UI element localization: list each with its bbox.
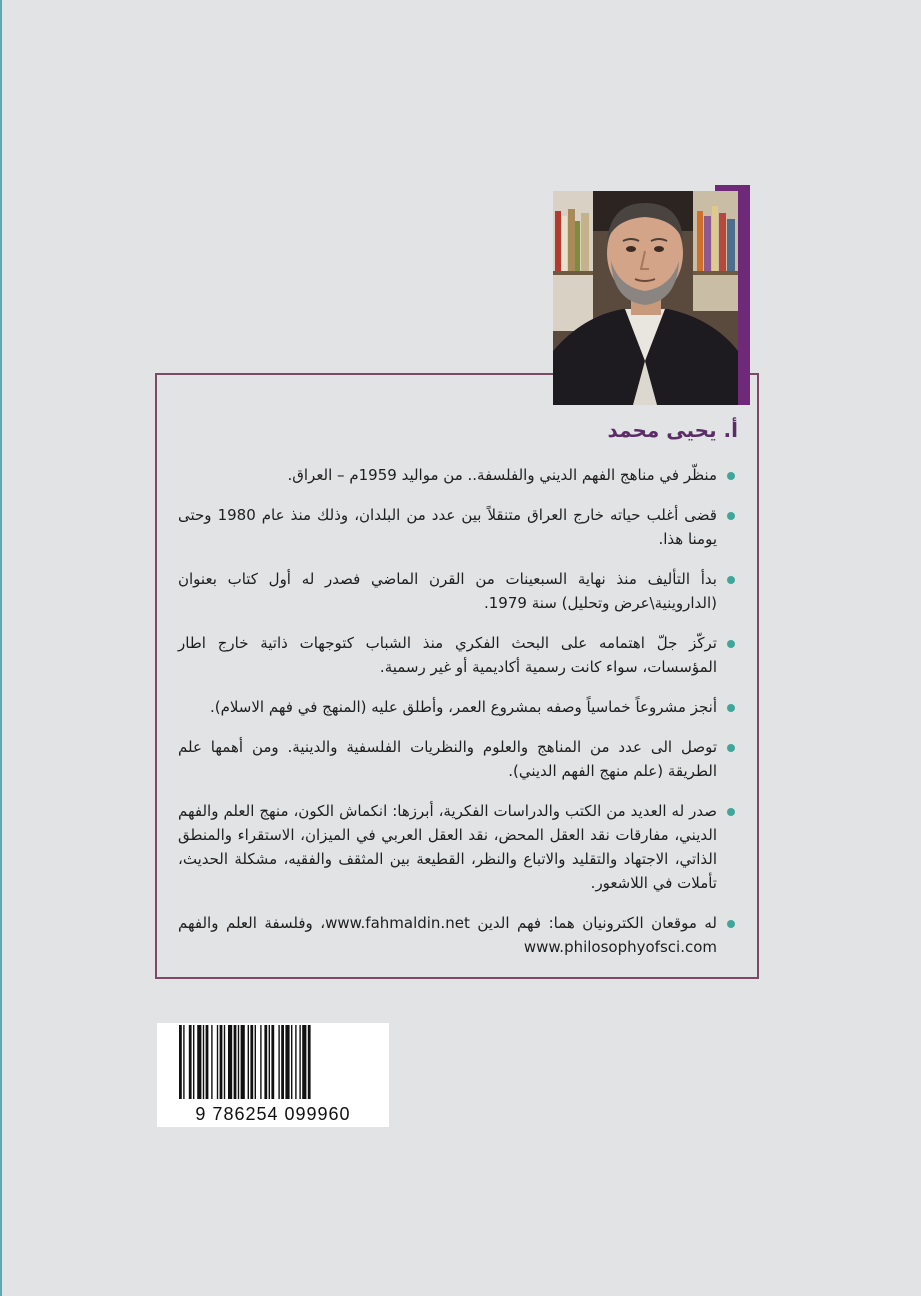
barcode-bar [285,1025,289,1099]
barcode-bar [206,1025,209,1099]
barcode-bar [241,1025,245,1099]
barcode-bar [269,1025,270,1099]
bio-text: منظّر في مناهج الفهم الديني والفلسفة.. من مواليد 1959م – العراق. [287,466,717,484]
barcode-bar [264,1025,267,1099]
barcode-bar [220,1025,223,1099]
bio-text: له موقعان الكترونيان هما: فهم الدين www.fahmaldin.net، وفلسفة العلم والفهم www.philosophyofsci.com [178,914,717,956]
bio-item [178,567,735,615]
barcode-bar [308,1025,311,1099]
barcode-bar [255,1025,256,1099]
barcode-bar [193,1025,194,1099]
barcode-bar [295,1025,296,1099]
barcode-bar [234,1025,237,1099]
barcode-bar [291,1025,292,1099]
bullet-icon [727,576,735,584]
bullet-icon [727,512,735,520]
author-name: أ. يحيى محمد [607,418,738,442]
bio-item [178,799,735,895]
author-portrait-icon [553,191,738,405]
bio-item [178,735,735,783]
bio-text: أنجز مشروعاً خماسياً وصفه بمشروع العمر، وأطلق عليه (المنهج في فهم الاسلام). [209,698,717,716]
barcode-bar [278,1025,279,1099]
barcode-bar [228,1025,232,1099]
isbn-barcode [157,1023,389,1127]
barcode-bar [217,1025,218,1099]
bullet-icon [727,744,735,752]
barcode-bar [302,1025,306,1099]
bullet-icon [727,472,735,480]
barcode-bar [271,1025,274,1099]
bio-item [178,911,735,959]
bullet-icon [727,704,735,712]
bio-text: قضى أغلب حياته خارج العراق متنقلاً بين عدد من البلدان، وذلك منذ عام 1980 وحتى يومنا هذا. [178,506,717,548]
bio-text: صدر له العديد من الكتب والدراسات الفكرية، أبرزها: انكماش الكون، منهج العلم والفهم الديني، مفارقات نقد العقل المحض، نقد العقل العربي في الميزان، الاستقراء والمنطق الذاتي، الاجتهاد والتقليد والاتباع والنظر، القطيعة بين المثقف والفقيه، مشكلة الحديث، تأملات في اللاشعور. [178,802,717,892]
bio-item [178,695,735,719]
barcode-bar [250,1025,253,1099]
isbn-number: 9 786254 099960 [195,1104,351,1124]
barcode-bar [183,1025,184,1099]
bio-text: تركّز جلّ اهتمامه على البحث الفكري منذ الشباب كتوجهات ذاتية خارج اطار المؤسسات، سواء كانت رسمية أكاديمية أو غير رسمية. [178,634,717,676]
bio-item [178,463,735,487]
cover-left-edge [0,0,2,1296]
barcode-bar [248,1025,249,1099]
barcode-bar [299,1025,300,1099]
barcode-bar [260,1025,261,1099]
author-photo [553,191,738,405]
bio-item [178,503,735,551]
barcode-bar [238,1025,239,1099]
barcode-bar [203,1025,204,1099]
barcode-bar [211,1025,212,1099]
barcode-bar [224,1025,225,1099]
bio-list [178,463,735,975]
barcode-bars-icon [157,1023,389,1103]
barcode-bar [281,1025,284,1099]
bullet-icon [727,920,735,928]
bio-text: توصل الى عدد من المناهج والعلوم والنظريات الفلسفية والدينية. ومن أهمها علم الطريقة (علم منهج الفهم الديني). [178,738,717,780]
bullet-icon [727,808,735,816]
bullet-icon [727,640,735,648]
bio-text: بدأ التأليف منذ نهاية السبعينات من القرن الماضي فصدر له أول كتاب بعنوان (الداروينية\عرض وتحليل) سنة 1979. [178,570,717,612]
bio-item [178,631,735,679]
barcode-bar [189,1025,192,1099]
barcode-bar [197,1025,201,1099]
barcode-bar [179,1025,182,1099]
